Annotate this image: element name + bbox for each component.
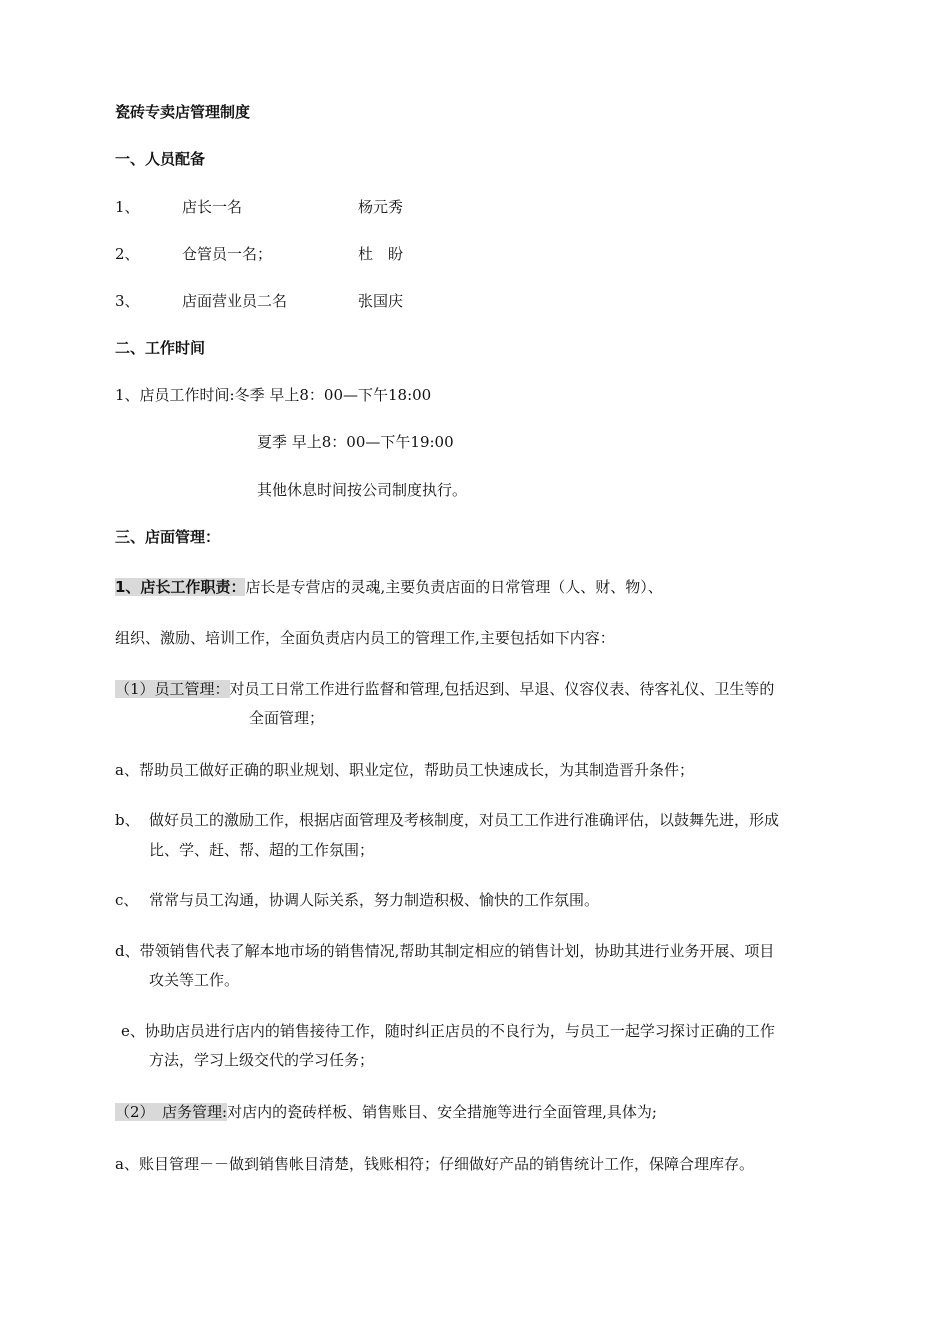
list-item-b-number: b、	[115, 811, 140, 829]
manager-duties-paragraph	[115, 577, 663, 597]
manager-duties-line-2: 组织、激励、培训工作，全面负责店内员工的管理工作,主要包括如下内容：	[115, 629, 615, 647]
store-management-text: 对店内的瓷砖样板、销售账目、安全措施等进行全面管理,具体为;	[227, 1103, 657, 1121]
document-title: 瓷砖专卖店管理制度	[115, 103, 251, 121]
section-1-heading: 一、人员配备	[115, 150, 206, 168]
store-management-paragraph	[115, 1102, 657, 1122]
list-item-b-line-2: 比、学、赶、帮、超的工作氛围；	[149, 841, 375, 859]
list-item-d: d、带领销售代表了解本地市场的销售情况,帮助其制定相应的销售计划，协助其进行业务开展、项目	[115, 942, 775, 960]
staff-row-role: 仓管员一名；	[182, 245, 273, 263]
list-item-a: a、帮助员工做好正确的职业规划、职业定位，帮助员工快速成长，为其制造晋升条件；	[115, 761, 694, 779]
staff-row-number: 1、	[115, 198, 140, 216]
list-item-e-line-2: 方法，学习上级交代的学习任务；	[149, 1051, 375, 1069]
section-3-heading: 三、店面管理：	[115, 528, 221, 546]
staff-row-role: 店长一名	[182, 198, 243, 216]
staff-management-paragraph	[115, 679, 774, 699]
staff-row-name: 杜 盼	[358, 245, 404, 263]
work-hours-winter: 1、店员工作时间:冬季 早上8：00—下午18:00	[115, 386, 432, 404]
list-item-c: 常常与员工沟通，协调人际关系，努力制造积极、愉快的工作氛围。	[149, 891, 600, 909]
staff-management-label: （1）员工管理：	[115, 680, 230, 698]
manager-duties-text: 店长是专营店的灵魂,主要负责店面的日常管理（人、财、物）、	[245, 578, 663, 596]
work-hours-note: 其他休息时间按公司制度执行。	[257, 481, 468, 499]
work-hours-summer: 夏季 早上8：00—下午19:00	[257, 433, 454, 451]
staff-row-name: 张国庆	[358, 292, 404, 310]
staff-row-role: 店面营业员二名	[182, 292, 288, 310]
store-management-label: （2） 店务管理:	[115, 1103, 228, 1121]
list-item-c-number: c、	[115, 891, 139, 909]
manager-duties-label: 1、店长工作职责：	[115, 578, 246, 596]
section-2-heading: 二、工作时间	[115, 339, 206, 357]
staff-row-number: 2、	[115, 245, 140, 263]
staff-management-text: 对员工日常工作进行监督和管理,包括迟到、早退、仪容仪表、待客礼仪、卫生等的	[229, 680, 775, 698]
list-item-e: e、协助店员进行店内的销售接待工作，随时纠正店员的不良行为，与员工一起学习探讨正确的工作	[121, 1022, 775, 1040]
list-item-b: 做好员工的激励工作，根据店面管理及考核制度，对员工工作进行准确评估，以鼓舞先进，形成	[149, 811, 780, 829]
staff-row-name: 杨元秀	[358, 198, 404, 216]
list-item-d-line-2: 攻关等工作。	[149, 971, 240, 989]
staff-management-line-2: 全面管理；	[249, 709, 325, 727]
accounts-management-item: a、账目管理－－做到销售帐目清楚，钱账相符；仔细做好产品的销售统计工作，保障合理库存。	[115, 1155, 754, 1173]
staff-row-number: 3、	[115, 292, 140, 310]
